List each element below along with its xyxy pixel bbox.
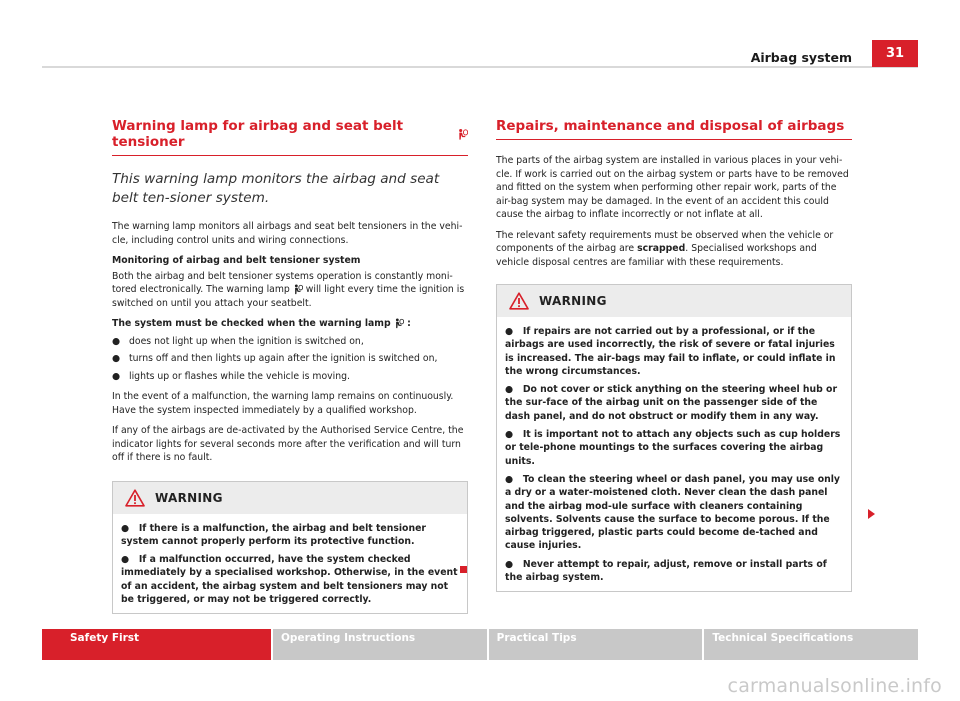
bullet: ● [505, 429, 514, 441]
bullet: ● [112, 335, 121, 347]
watermark: carmanualsonline.info [727, 675, 942, 697]
warning-item-text: Never attempt to repair, adjust, remove or install parts of the airbag system. [505, 558, 827, 584]
bullet: ● [505, 558, 514, 570]
section-heading-text: Warning lamp for airbag and seat belt tensioner [112, 118, 404, 150]
page-title: Airbag system [750, 50, 852, 65]
check-heading [112, 317, 468, 331]
paragraph: In the event of a malfunction, the warning lamp remains on continuously. Have the system inspected immediately by a qualified workshop. [112, 391, 454, 416]
warning-box [112, 481, 468, 615]
warning-item-text: If repairs are not carried out by a professional, or if the airbags are used incorrectly, the risk of severe or fatal injuries is increased. The air-bags may fail to inflate, or could inflate in the wrong circumstances. [505, 326, 836, 377]
paragraph: The warning lamp monitors all airbags and seat belt tensioners in the vehi-cle, including control units and wiring connections. [112, 221, 463, 246]
paragraph [112, 270, 468, 311]
warning-item [505, 383, 843, 423]
warning-item-text: Do not cover or stick anything on the steering wheel hub or the sur-face of the airbag unit on the passenger side of the dash panel, and do not obstruct or modify them in any way. [505, 384, 838, 422]
warning-item-text: If there is a malfunction, the airbag and belt tensioner system cannot properly perform its protective function. [121, 522, 426, 547]
section-heading-repairs [496, 118, 852, 140]
footer-tab-technical-specifications[interactable]: Technical Specifications [704, 629, 918, 660]
left-column [112, 118, 468, 614]
bullet: ● [505, 326, 514, 337]
warning-item-text: To clean the steering wheel or dash panel, you may use only a dry or a water-moistened cloth. Never clean the dash panel and the airbag mod-ule surface with cleaners containing solvents. Solvents cause the surface to become porous. If the airbag triggered, plastic parts could become de-tached and cause injuries. [505, 473, 840, 552]
warning-body [113, 514, 467, 614]
text-run: will light every time the ignition is switched on until you attach your seatbelt. [112, 284, 465, 309]
warning-header [113, 482, 467, 514]
bullet: ● [505, 384, 514, 396]
text-run: Both the airbag and belt tensioner systems operation is constantly moni-tored electronically. The warning lamp [112, 270, 453, 295]
warning-triangle-icon [125, 489, 145, 507]
text-run-bold: scrapped [637, 243, 686, 254]
paragraph [496, 229, 852, 270]
list-item [112, 370, 468, 384]
warning-item-text: It is important not to attach any objects such as cup holders or tele-phone mountings to the surfaces covering the airbag units. [505, 429, 841, 467]
bullet: ● [121, 522, 130, 534]
warning-title: WARNING [155, 490, 223, 505]
list-item [112, 335, 468, 349]
continued-arrow [868, 509, 875, 519]
intro-text: This warning lamp monitors the airbag and seat belt ten-sioner system. [112, 171, 440, 206]
warning-triangle-icon [509, 292, 529, 310]
right-column [496, 118, 852, 592]
warning-item [505, 325, 843, 378]
warning-item [505, 428, 843, 468]
end-of-section-square [460, 566, 467, 573]
sub-heading: Monitoring of airbag and belt tensioner system [112, 255, 361, 266]
section-heading-warning-lamp [112, 118, 468, 156]
bullet: ● [121, 554, 130, 566]
warning-item [505, 473, 843, 553]
text-run: The system must be checked when the warning lamp [112, 318, 391, 329]
footer-tab-practical-tips[interactable]: Practical Tips [489, 629, 703, 660]
warning-item-text: If a malfunction occurred, have the system checked immediately by a specialised workshop. Otherwise, in the event of an accident, the airbag system and belt tensioners may not be triggered, or may not be triggered correctly. [121, 554, 458, 605]
airbag-warning-lamp-icon [457, 128, 468, 141]
warning-title: WARNING [539, 294, 607, 308]
warning-header [497, 285, 851, 317]
header-rule [42, 66, 918, 68]
list-item-text: lights up or flashes while the vehicle is moving. [129, 370, 351, 382]
list-item-text: turns off and then lights up again after the ignition is switched on, [129, 353, 438, 364]
airbag-warning-lamp-icon [293, 284, 303, 295]
bullet: ● [505, 473, 514, 485]
footer-nav [42, 629, 918, 660]
footer-tab-safety-first[interactable]: Safety First [42, 629, 271, 660]
text-run: . Specialised workshops and vehicle disposal centres are familiar with these requirements. [496, 243, 817, 268]
bullet: ● [112, 370, 121, 382]
warning-item [505, 558, 843, 585]
page-number: 31 [872, 40, 918, 67]
warning-body [497, 317, 851, 591]
bullet: ● [112, 353, 121, 364]
paragraph: If any of the airbags are de-activated by the Authorised Service Centre, the indicator lights for several seconds more after the verification and will turn off if there is no fault. [112, 425, 464, 463]
footer-tab-operating-instructions[interactable]: Operating Instructions [273, 629, 487, 660]
list-item [112, 352, 468, 366]
text-run: The relevant safety requirements must be observed when the vehicle or components of the airbag are [496, 229, 834, 254]
list-item-text: does not light up when the ignition is switched on, [129, 335, 364, 347]
section-heading-text: Repairs, maintenance and disposal of airbags [496, 118, 845, 134]
check-list [112, 335, 468, 384]
warning-item [121, 522, 459, 549]
paragraph: The parts of the airbag system are installed in various places in your vehi-cle. If work is carried out on the airbag system or parts have to be removed and fitted on the system when performing other repair work, parts of the air-bag system may be damaged. In the event of an accident this could cause the airbag to inflate incorrectly or not inflate at all. [496, 155, 849, 220]
text-run: : [407, 318, 411, 329]
warning-item [121, 553, 459, 606]
warning-box [496, 284, 852, 592]
airbag-warning-lamp-icon [394, 318, 404, 329]
